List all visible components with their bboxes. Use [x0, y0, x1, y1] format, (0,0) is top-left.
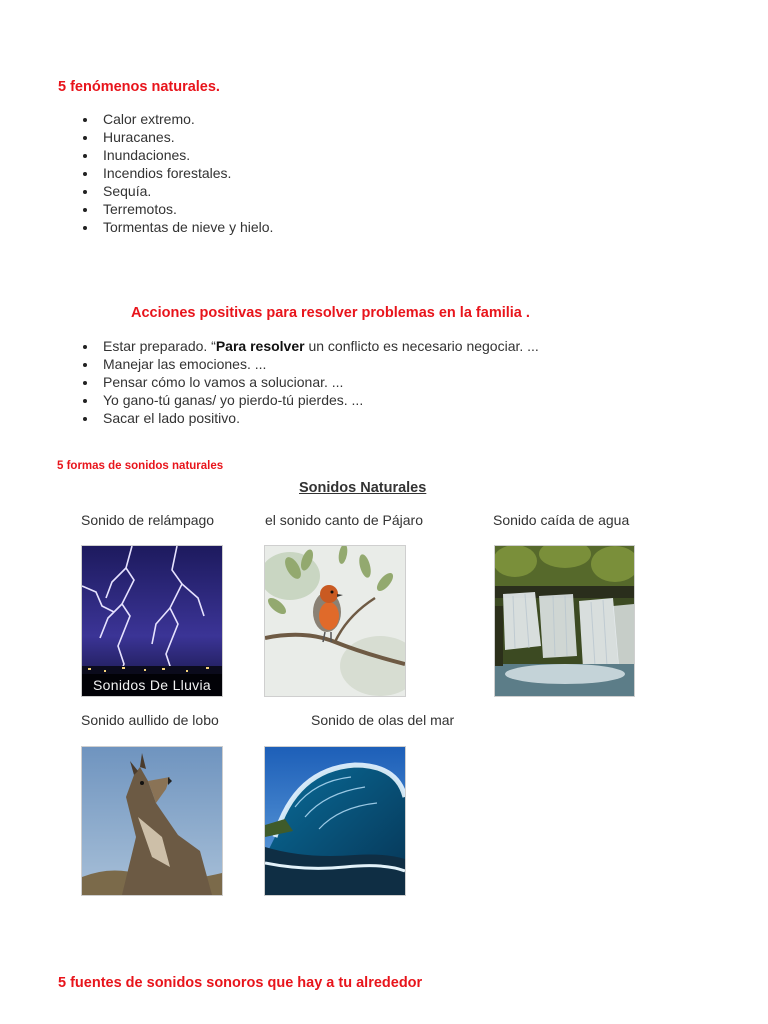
caption-waves: Sonido de olas del mar — [311, 712, 455, 728]
natural-phenomena-list — [80, 110, 273, 236]
caption-bird: el sonido canto de Pájaro — [265, 512, 423, 528]
wave-image — [264, 746, 406, 896]
heading-natural-sounds: 5 formas de sonidos naturales — [57, 460, 224, 472]
heading-natural-phenomena: 5 fenómenos naturales. — [58, 79, 220, 95]
item-suffix: un conflicto es necesario negociar. ... — [304, 338, 539, 354]
list-item: Sacar el lado positivo. — [80, 409, 539, 427]
caption-lightning: Sonido de relámpago — [81, 512, 215, 528]
list-item: Terremotos. — [80, 200, 273, 218]
caption-waterfall: Sonido caída de agua — [493, 512, 630, 528]
list-item: Inundaciones. — [80, 146, 273, 164]
list-item: Yo gano-tú ganas/ yo pierdo-tú pierdes. ... — [80, 391, 539, 409]
list-item: Huracanes. — [80, 128, 273, 146]
positive-actions-list — [80, 337, 539, 427]
waterfall-image — [494, 545, 635, 697]
caption-wolf: Sonido aullido de lobo — [81, 712, 219, 728]
heading-sound-sources: 5 fuentes de sonidos sonoros que hay a tu alrededor — [58, 975, 423, 991]
list-item: Manejar las emociones. ... — [80, 355, 539, 373]
list-item: Sequía. — [80, 182, 273, 200]
wolf-image — [81, 746, 223, 896]
lightning-image — [81, 545, 223, 697]
heading-positive-actions: Acciones positivas para resolver problemas en la familia . — [131, 305, 530, 321]
list-item: Incendios forestales. — [80, 164, 273, 182]
list-item: Pensar cómo lo vamos a solucionar. ... — [80, 373, 539, 391]
figure-title: Sonidos Naturales — [299, 480, 427, 496]
item-bold: Para resolver — [215, 338, 305, 354]
list-item: Calor extremo. — [80, 110, 273, 128]
bird-image — [264, 545, 406, 697]
lluvia-overlay-label: Sonidos De Lluvia — [82, 674, 222, 696]
item-prefix: Estar preparado. “ — [103, 338, 216, 354]
list-item — [80, 337, 539, 355]
list-item: Tormentas de nieve y hielo. — [80, 218, 273, 236]
